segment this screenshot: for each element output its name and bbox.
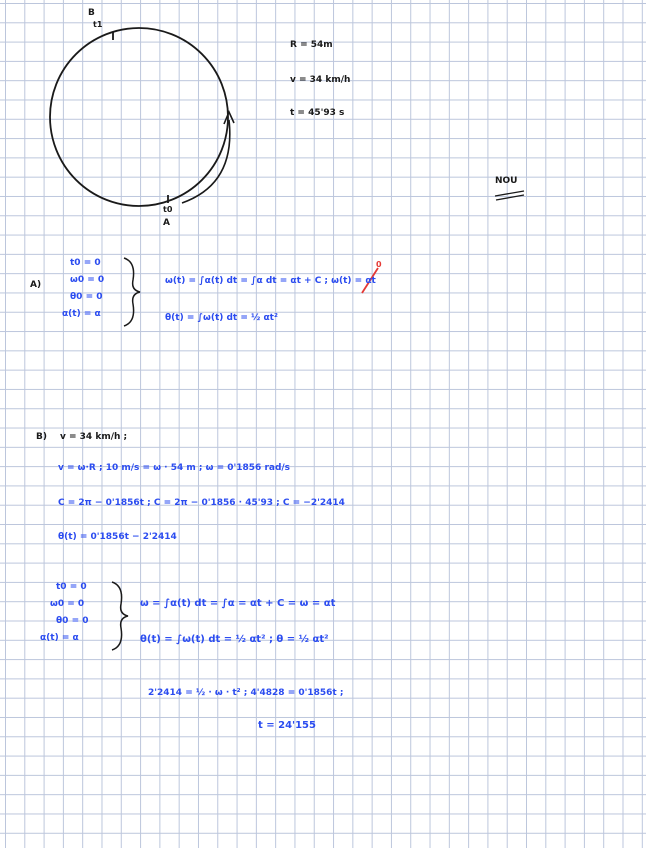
part-b-result: t = 24'155 xyxy=(258,720,316,731)
condition-omega0: ω0 = 0 xyxy=(70,275,105,285)
circular-track xyxy=(50,28,228,206)
part-a-label: A) xyxy=(30,280,42,290)
part-b-constant-equation: C = 2π − 0'1856t ; C = 2π − 0'1856 · 45'93 ; C = −2'2414 xyxy=(58,498,345,508)
point-a-time-label: t0 xyxy=(163,205,173,214)
brace-b xyxy=(112,582,128,650)
part-b-label: B) xyxy=(36,432,47,442)
side-note-underline xyxy=(495,191,524,200)
point-b-label: B xyxy=(88,8,95,18)
condition-omega0: ω0 = 0 xyxy=(50,599,85,609)
speed-value: v = 34 km/h xyxy=(290,75,351,85)
part-b-theta-integral: θ(t) = ∫ω(t) dt = ½ αt² ; θ = ½ αt² xyxy=(140,634,329,645)
brace-a xyxy=(124,258,140,326)
radius-value: R = 54m xyxy=(290,40,333,50)
part-a-omega-equation: ω(t) = ∫α(t) dt = ∫α dt = αt + C ; ω(t) = αt xyxy=(165,276,376,286)
crossed-constant-value: 0 xyxy=(376,260,382,269)
side-note: NOU xyxy=(495,176,518,186)
point-a-label: A xyxy=(163,218,170,228)
part-b-omega-integral: ω = ∫α(t) dt = ∫α = αt + C = ω = αt xyxy=(140,598,336,609)
part-b-time-equation: 2'2414 = ½ · ω · t² ; 4'4828 = 0'1856t ; xyxy=(148,688,344,698)
part-a-theta-equation: θ(t) = ∫ω(t) dt = ½ αt² xyxy=(165,313,278,323)
condition-theta0: θ0 = 0 xyxy=(56,616,89,626)
condition-t0: t0 = 0 xyxy=(70,258,101,268)
part-b-angular-speed-equation: v = ω·R ; 10 m/s = ω · 54 m ; ω = 0'1856 rad/s xyxy=(58,463,291,473)
time-value: t = 45'93 s xyxy=(290,108,345,118)
part-b-heading: v = 34 km/h ; xyxy=(60,432,128,442)
condition-alpha: α(t) = α xyxy=(40,633,79,643)
condition-alpha: α(t) = α xyxy=(62,309,101,319)
part-b-theta-equation: θ(t) = 0'1856t − 2'2414 xyxy=(58,532,177,542)
point-b-time-label: t1 xyxy=(93,20,103,29)
condition-theta0: θ0 = 0 xyxy=(70,292,103,302)
condition-t0: t0 = 0 xyxy=(56,582,87,592)
